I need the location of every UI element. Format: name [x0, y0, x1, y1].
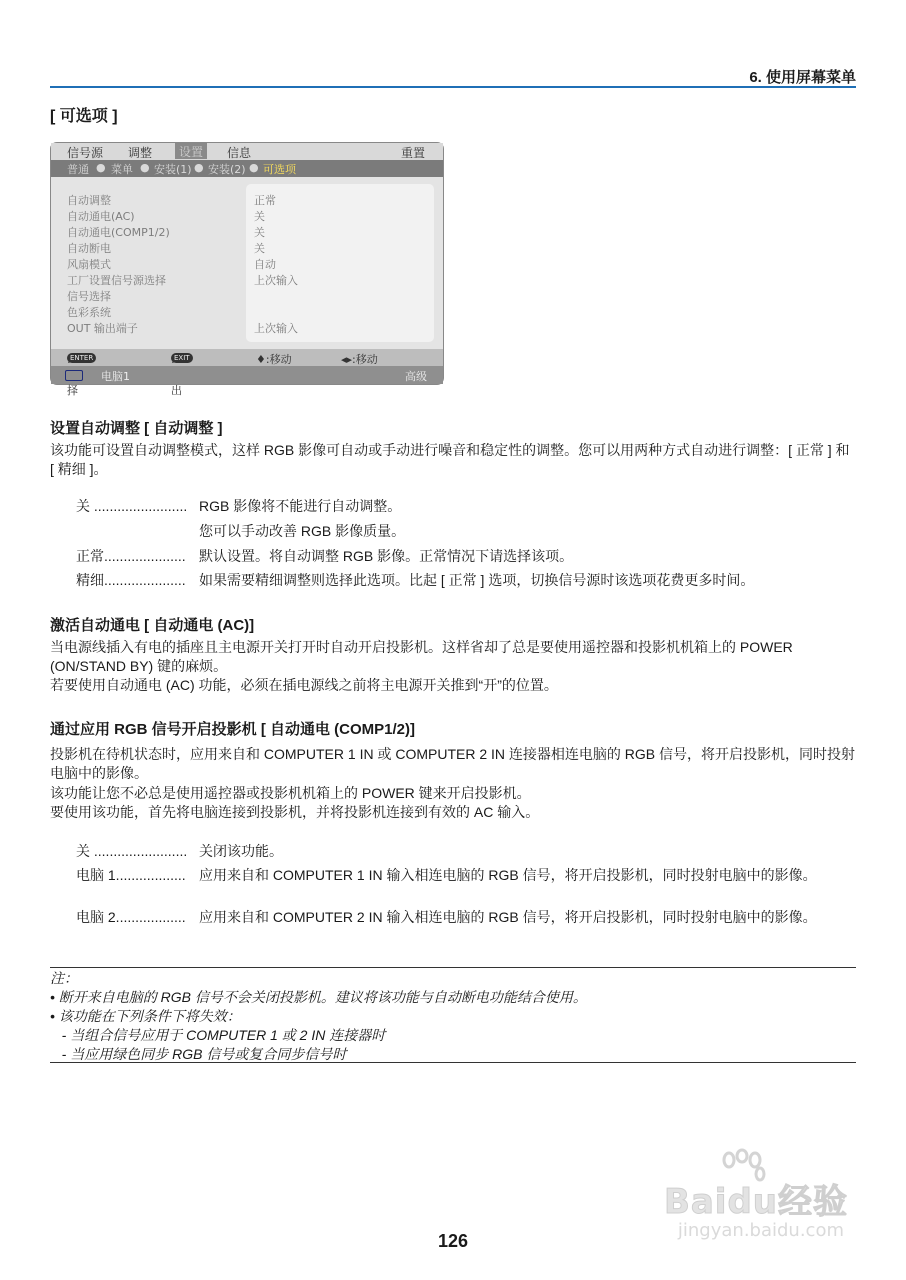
chapter-title: 6. 使用屏幕菜单 — [749, 69, 856, 86]
osd-row-label: 自动断电 — [67, 242, 111, 255]
exit-hint: : 出 — [171, 353, 182, 397]
definition-term: 正常..................... — [76, 548, 186, 564]
osd-row-value: 关 — [254, 226, 265, 239]
osd-menu-screenshot — [50, 142, 444, 397]
osd-row-label: 自动通电(COMP1/2) — [67, 226, 170, 239]
osd-tab-reset: 重置 — [401, 146, 426, 160]
osd-row-label: 色彩系统 — [67, 306, 111, 319]
header-rule — [50, 86, 856, 88]
definition-term: 精细..................... — [76, 572, 186, 588]
note-bottom-rule — [50, 1062, 856, 1063]
osd-row-label: 自动调整 — [67, 194, 111, 207]
osd-row-label: 信号选择 — [67, 290, 111, 303]
osd-status-level: 高级 — [405, 370, 427, 383]
note-item: - 当应用绿色同步 RGB 信号或复合同步信号时 — [50, 1046, 347, 1062]
osd-row-value: 关 — [254, 242, 265, 255]
definition-text: 应用来自和 COMPUTER 2 IN 输入相连电脑的 RGB 信号，将开启投影机，同时投射电脑中的影像。 — [199, 909, 817, 925]
paragraph: 投影机在待机状态时，应用来自和 COMPUTER 1 IN 或 COMPUTER 2 IN 连接器相连电脑的 RGB 信号，将开启投影机，同时投射电脑中的影像。 — [50, 746, 856, 781]
osd-status-bar — [51, 366, 443, 384]
osd-tab-adjust: 调整 — [128, 146, 153, 160]
note-top-rule — [50, 967, 856, 968]
osd-tab-bar — [51, 143, 443, 160]
osd-row-label: 风扇模式 — [67, 258, 111, 271]
updown-hint: ♦:移动 — [256, 353, 292, 366]
osd-tab-info: 信息 — [227, 146, 252, 160]
watermark-url: jingyan.baidu.com — [677, 1220, 844, 1241]
section-label: [ 可选项 ] — [50, 108, 118, 125]
osd-row-value: 上次输入 — [254, 322, 298, 335]
osd-subtab-options: 可选项 — [263, 163, 296, 176]
note-item: • 该功能在下列条件下将失效： — [50, 1008, 241, 1024]
osd-row-value: 自动 — [254, 258, 276, 271]
osd-subtab-menu: 菜单 — [111, 163, 133, 176]
paragraph: 若要使用自动通电 (AC) 功能，必须在插电源线之前将主电源开关推到“开”的位置。 — [50, 677, 558, 693]
osd-subtab-general: 普通 — [67, 163, 89, 176]
section-title: 设置自动调整 [ 自动调整 ] — [50, 420, 223, 437]
osd-tab-setup: 设置 — [175, 143, 207, 159]
osd-row-label: 工厂设置信号源选择 — [67, 274, 166, 287]
osd-subtab-install1: 安装(1) — [154, 163, 192, 176]
paragraph: 当电源线插入有电的插座且主电源开关打开时自动开启投影机。这样省却了总是要使用遥控器和投影机机箱上的 POWER (ON/STAND BY) 键的麻烦。 — [50, 639, 793, 674]
definition-text: 如果需要精细调整则选择此选项。比起 [ 正常 ] 选项，切换信号源时该选项花费更多时间。 — [199, 572, 755, 588]
definition-text: 关闭该功能。 — [199, 843, 283, 859]
osd-row-label: OUT 输出端子 — [67, 322, 138, 335]
definition-term: 电脑 1.................. — [76, 867, 186, 883]
osd-row-value: 上次输入 — [254, 274, 298, 287]
osd-tab-source: 信号源 — [67, 146, 104, 160]
definition-term: 关 ........................ — [76, 498, 188, 514]
computer-input-icon — [65, 370, 83, 381]
osd-row-label: 自动通电(AC) — [67, 210, 135, 223]
enter-key-icon: ENTER — [67, 353, 96, 363]
osd-status-source: 电脑1 — [101, 370, 130, 383]
watermark-brand: Baidu经验 — [663, 1182, 848, 1222]
definition-term: 关 ........................ — [76, 843, 188, 859]
osd-body — [51, 177, 443, 349]
section-title: 激活自动通电 [ 自动通电 (AC)] — [50, 617, 255, 634]
osd-subtab-install2: 安装(2) — [208, 163, 246, 176]
exit-key-icon: EXIT — [171, 353, 193, 363]
enter-hint: : 择 — [67, 353, 78, 397]
note-item: - 当组合信号应用于 COMPUTER 1 或 2 IN 连接器时 — [50, 1027, 386, 1043]
definition-term: 电脑 2.................. — [76, 909, 186, 925]
definition-text: RGB 影像将不能进行自动调整。 — [199, 498, 402, 514]
note-heading: 注： — [50, 970, 78, 986]
paragraph: 要使用该功能，首先将电脑连接到投影机，并将投影机连接到有效的 AC 输入。 — [50, 804, 540, 820]
definition-text: 应用来自和 COMPUTER 1 IN 输入相连电脑的 RGB 信号，将开启投影机，同时投射电脑中的影像。 — [199, 867, 817, 883]
paragraph: 该功能让您不必总是使用遥控器或投影机机箱上的 POWER 键来开启投影机。 — [50, 785, 531, 801]
definition-text: 默认设置。将自动调整 RGB 影像。正常情况下请选择该项。 — [199, 548, 574, 564]
definition-text: 您可以手动改善 RGB 影像质量。 — [199, 523, 406, 539]
page-number: 126 — [437, 1231, 469, 1251]
leftright-hint: ◂▸:移动 — [341, 353, 378, 366]
osd-row-value: 关 — [254, 210, 265, 223]
section-title: 通过应用 RGB 信号开启投影机 [ 自动通电 (COMP1/2)] — [50, 721, 416, 738]
note-item: • 断开来自电脑的 RGB 信号不会关闭投影机。建议将该功能与自动断电功能结合使用。 — [50, 989, 587, 1005]
paragraph: 该功能可设置自动调整模式，这样 RGB 影像可自动或手动进行噪音和稳定性的调整。您可以用两种方式自动进行调整：[ 正常 ] 和 [ 精细 ]。 — [50, 442, 850, 477]
osd-subtab-bar: 普通 ● 菜单 ● 安装(1) ● 安装(2) ● 可选项 — [51, 160, 443, 177]
osd-row-value: 正常 — [254, 194, 276, 207]
